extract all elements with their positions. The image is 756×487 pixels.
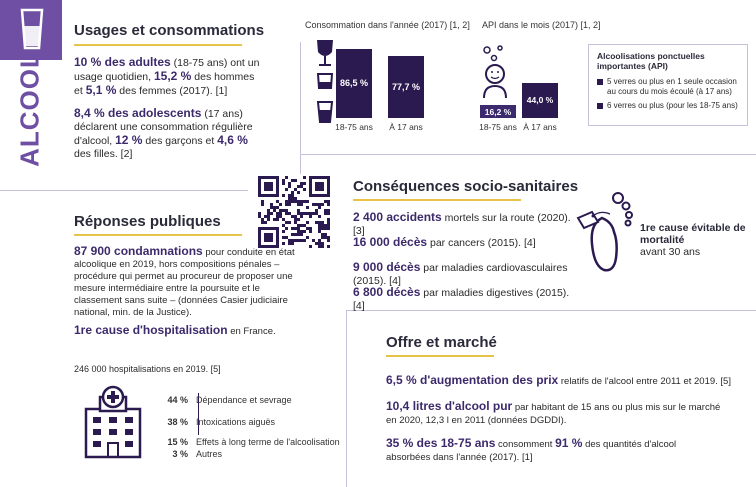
consequences-item: 6 800 décès par maladies digestives (2015). [4]: [353, 285, 570, 312]
qr-code[interactable]: [258, 176, 330, 248]
api-legend-item-2: 6 verres ou plus (pour les 18-75 ans): [597, 101, 739, 111]
chart-bar: 16,2 %: [480, 105, 516, 118]
cause-note: 1re cause évitable de mortalité avant 30 ans: [640, 222, 746, 258]
hosp-item: 44 % Dépendance et sevrage: [167, 395, 292, 405]
chart-category-label: À 17 ans: [523, 122, 557, 132]
foot-tag-icon: [574, 188, 636, 278]
chart-category-label: À 17 ans: [389, 122, 423, 132]
usages-title: Usages et consommations: [74, 22, 265, 39]
hospital-icon: [80, 385, 146, 459]
chart-category-label: 18-75 ans: [479, 122, 517, 132]
chart-api-title: API dans le mois (2017) [1, 2]: [482, 20, 601, 30]
api-legend-item-1: 5 verres ou plus en 1 seule occasion au cours du mois écoulé (à 17 ans): [597, 77, 739, 97]
chart-bar: 44,0 %: [522, 83, 558, 118]
reponses-title: Réponses publiques: [74, 213, 221, 230]
consequences-item: 16 000 décès par cancers (2015). [4]: [353, 235, 536, 249]
hospitalisations-total: 246 000 hospitalisations en 2019. [5]: [74, 364, 221, 374]
api-legend: [588, 44, 748, 126]
divider-horizontal-right: [300, 154, 756, 155]
api-legend-title: Alcoolisations ponctuelles importantes (API): [597, 51, 705, 71]
chart-bar: 86,5 %: [336, 49, 372, 118]
hosp-item: 3 % Autres: [172, 449, 223, 459]
offre-underline: [386, 355, 494, 357]
reponses-paragraph-2: 1re cause d'hospitalisation en France.: [74, 323, 276, 337]
offre-paragraph-2: 10,4 litres d'alcool pur par habitant de 15 ans ou plus mis sur le marché en 2020, 12,3 l en 2011 (données DGDDI).: [386, 399, 721, 426]
hosp-item: 38 % Intoxications aiguës: [167, 417, 276, 427]
divider-vertical-mid: [346, 310, 347, 487]
consequences-item: 2 400 accidents mortels sur la route (2020). [3]: [353, 210, 571, 237]
legend-square-icon: [597, 79, 603, 85]
divider-horizontal-left: [0, 190, 248, 191]
offre-paragraph-3: 35 % des 18-75 ans consomment 91 % des quantités d'alcool absorbées dans l'année (2017). [1]: [386, 436, 677, 463]
consequences-underline: [353, 199, 521, 201]
chart-category-label: 18-75 ans: [335, 122, 373, 132]
sidebar-label: ALCOOL: [14, 51, 45, 167]
chart-api: [480, 38, 570, 134]
chart-consommation-title: Consommation dans l'année (2017) [1, 2]: [305, 20, 470, 30]
hosp-item: 15 % Effets à long terme de l'alcoolisation: [167, 437, 340, 447]
offre-title: Offre et marché: [386, 334, 497, 351]
legend-square-icon: [597, 103, 603, 109]
consequences-item: 9 000 décès par maladies cardiovasculaires (2015). [4]: [353, 260, 568, 287]
reponses-underline: [74, 234, 242, 236]
usages-paragraph-2: 8,4 % des adolescents (17 ans) déclarent une consommation régulière d'alcool, 12 % des garçons et 4,6 % des filles. [2]: [74, 106, 253, 160]
chart-consommation: [336, 38, 446, 134]
offre-paragraph-1: 6,5 % d'augmentation des prix relatifs de l'alcool entre 2011 et 2019. [5]: [386, 373, 731, 387]
wine-glasses-icon: [312, 38, 338, 124]
divider-horizontal-conseq: [300, 154, 301, 174]
usages-paragraph-1: 10 % des adultes (18-75 ans) ont un usage quotidien, 15,2 % des hommes et 5,1 % des femmes (2017). [1]: [74, 55, 260, 97]
usages-underline: [74, 44, 242, 46]
divider-vertical-top: [300, 42, 301, 154]
reponses-paragraph-1: 87 900 condamnations pour conduite en état alcoolique en 2019, hors compositions pénales – procédure qui permet au procureur de proposer une mesure intermédiaire entre la poursuite et le classement sans suite – (données Casier judiciaire national, min. de la Justice).: [74, 244, 295, 318]
chart-bar: 77,7 %: [388, 56, 424, 118]
consequences-title: Conséquences socio-sanitaires: [353, 178, 579, 195]
